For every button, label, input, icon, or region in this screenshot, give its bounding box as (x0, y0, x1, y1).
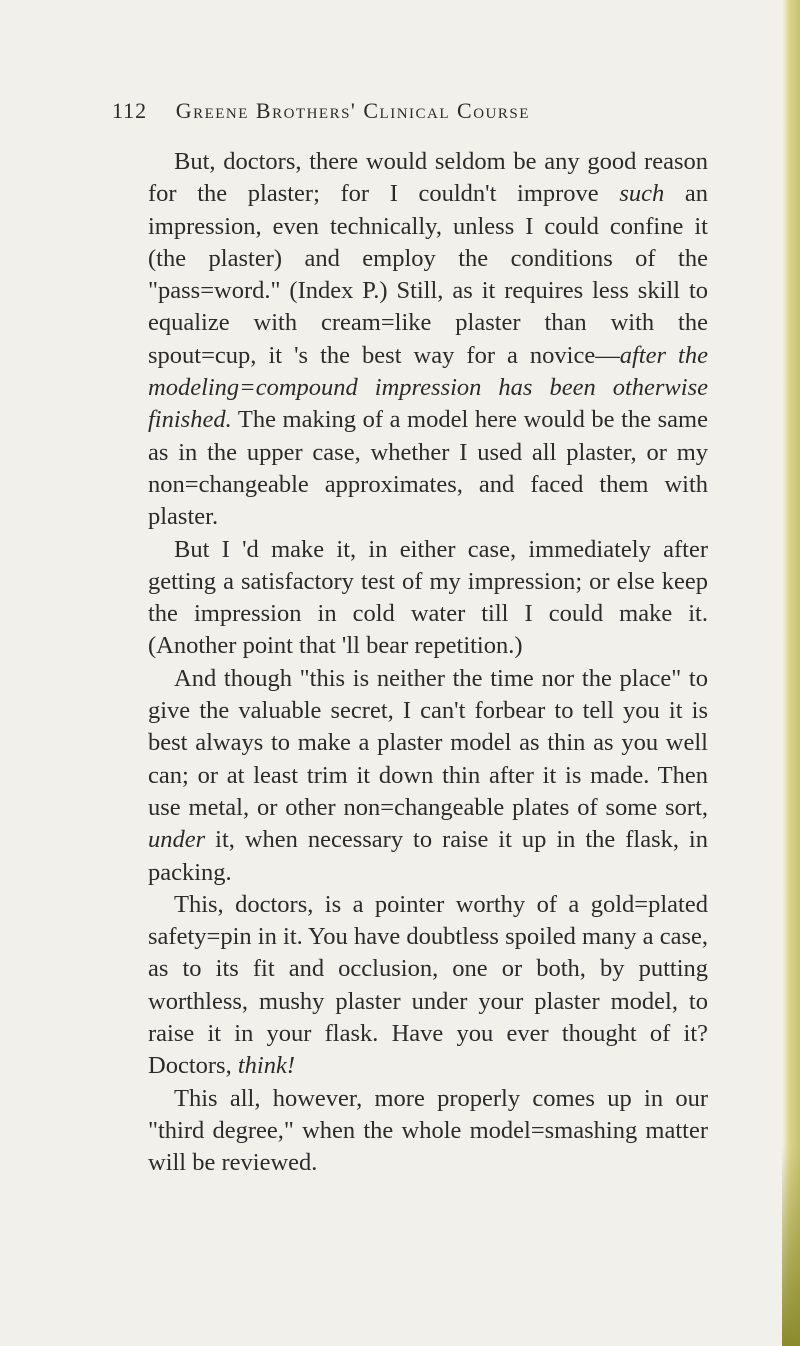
paragraph-2: But I 'd make it, in either case, immediately after getting a satisfactory test of my impression; or else keep the impression in cold water till I could make it. (Another point that 'll bear repetition.) (148, 535, 708, 660)
paragraph-1: But, doctors, there would seldom be any good reason for the plaster; for I couldn't improve such an impression, even technically, unless I could confine it (the plaster) and employ the conditions of the "pass=word." (Index P.) Still, as it requires less skill to equalize with cream=like plaster than with the spout=cup, it 's the best way for a novice—after the modeling=compound impression has been otherwise finished. The making of a model here would be the same as in the upper case, whether I used all plaster, or my non=changeable approximates, and faced them with plaster. (148, 148, 709, 531)
page-edge-bottom (782, 1146, 800, 1346)
emphasis: such (619, 180, 665, 208)
running-header (112, 98, 530, 124)
paragraph-3: And though "this is neither the time nor the place" to give the valuable secret, I can't forbear to tell you it is best always to make a plaster model as thin as you well can; or at least trim it down thin after it is made. Then use metal, or other non=changeable plates of some sort, under it, when necessary to raise it up in the flask, in packing. (148, 664, 708, 886)
emphasis: under (148, 826, 206, 854)
page-edge (782, 0, 800, 1346)
paragraph-5: This all, however, more properly comes up in our "third degree," when the whole model=smashing matter will be reviewed. (148, 1084, 708, 1177)
body-text (148, 146, 708, 1180)
running-title: Greene Brothers' Clinical Course (175, 98, 530, 123)
paragraph-4: This, doctors, is a pointer worthy of a gold=plated safety=pin in it. You have doubtless spoiled many a case, as to its fit and occlusion, one or both, by putting worthless, mushy plaster under your plaster model, to raise it in your flask. Have you ever thought of it? Doctors, think! (148, 890, 708, 1080)
page-number: 112 (112, 98, 148, 123)
emphasis: think! (237, 1052, 295, 1080)
emphasis: after the modeling=compound impression has been otherwise finished. (148, 341, 708, 434)
